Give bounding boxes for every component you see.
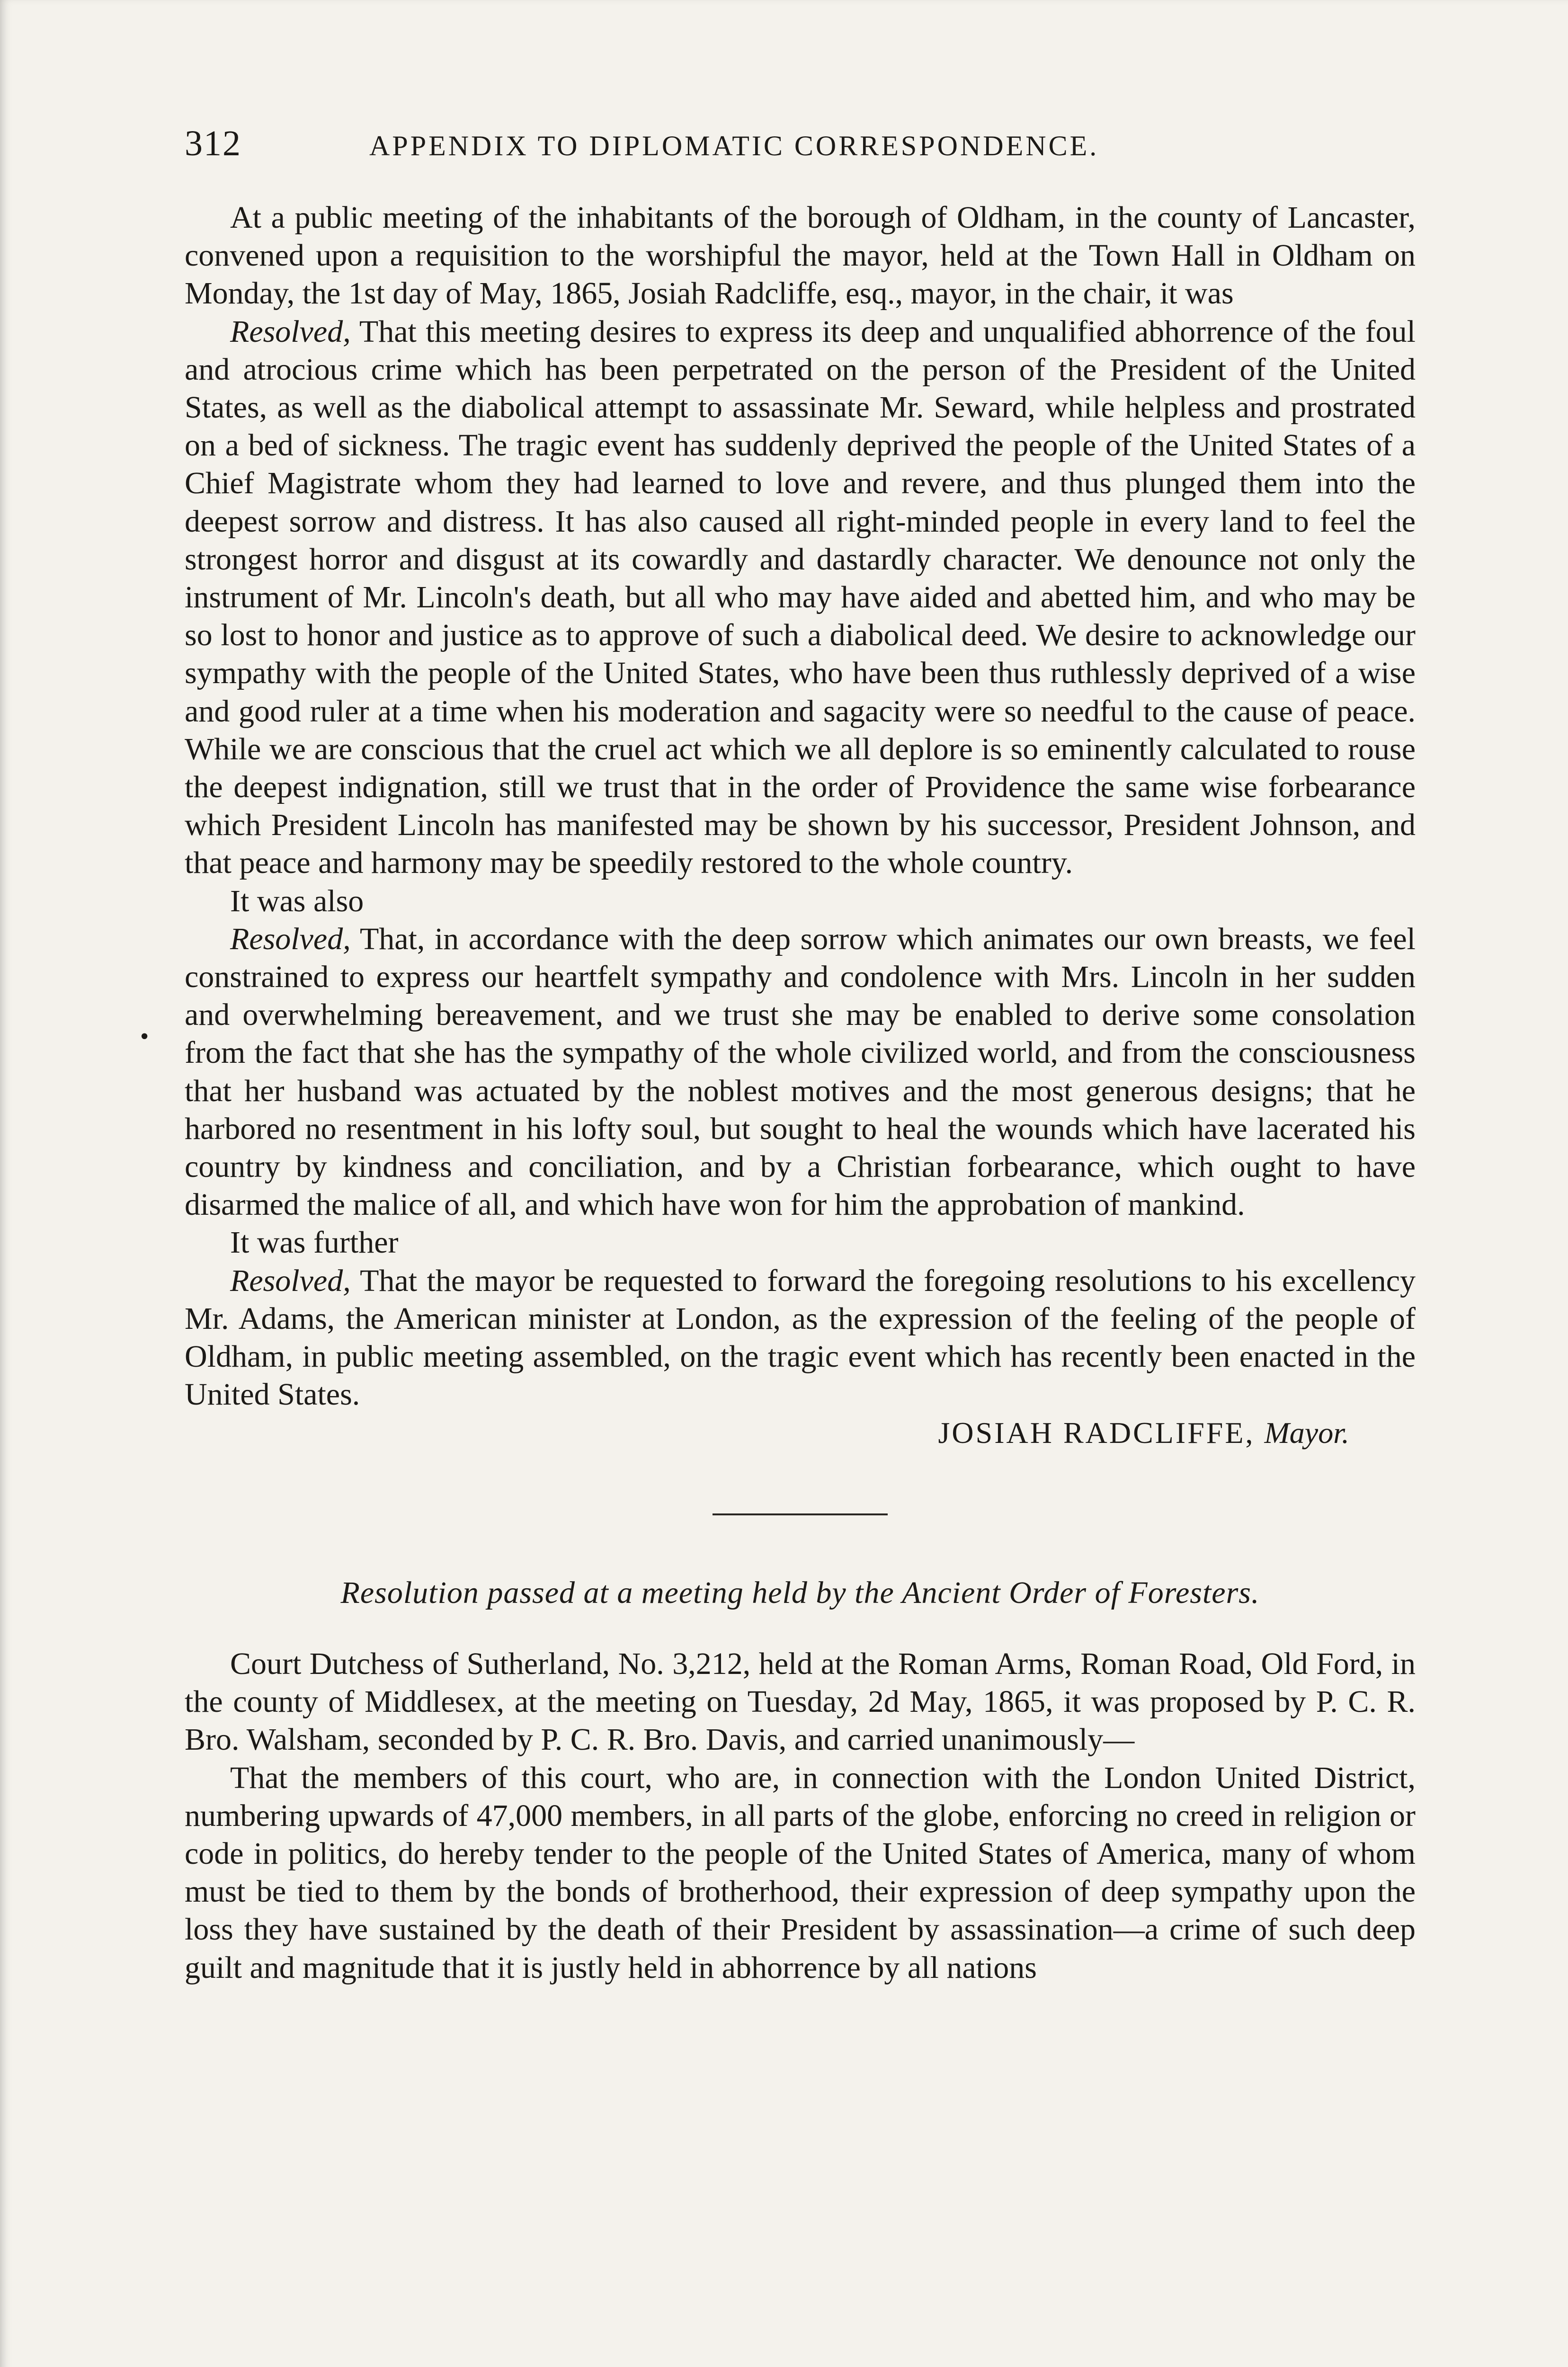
it-was-also: It was also (230, 883, 364, 918)
it-was-further: It was further (230, 1225, 399, 1260)
signature-name: JOSIAH RADCLIFFE, (938, 1415, 1255, 1450)
signature-title: Mayor. (1264, 1415, 1349, 1450)
foresters-resolution-paragraph: That the members of this court, who are, in connection with the London United District, numbering upwards of 47,000 members, in all parts of the globe, enforcing no creed in religion or code in politics, do hereby tender to the people of the United States of America, many of whom must be tied to them by the bonds of brotherhood, their expression of deep sympathy upon the loss they have sustained by the death of their President by assassination—a crime of such deep guilt and magnitude that it is justly held in abhorrence by all nations (185, 1760, 1416, 1985)
resolved-label: Resolved, (230, 921, 351, 956)
oldham-intro-paragraph: At a public meeting of the inhabitants of the borough of Oldham, in the county of Lancaster, convened upon a requisition to the worshipful the mayor, held at the Town Hall in Oldham on Monday, the 1st day of May, 1865, Josiah Radcliffe, esq., mayor, in the chair, it was (185, 200, 1416, 311)
page-header (185, 123, 1416, 180)
resolution-1-text: That this meeting desires to express its deep and unqualified abhorrence of the foul and atrocious crime which has been perpetrated on the person of the President of the United States, as well as the diabolical attempt to assassinate Mr. Seward, while helpless and prostrated on a bed of sickness. The tragic event has suddenly deprived the people of the United States of a Chief Magistrate whom they had learned to love and revere, and thus plunged them into the deepest sorrow and distress. It has also caused all right-minded people in every land to feel the strongest horror and disgust at its cowardly and dastardly character. We denounce not only the instrument of Mr. Lincoln's death, but all who may have aided and abetted him, and who may be so lost to honor and justice as to approve of such a diabolical deed. We desire to acknowledge our sympathy with the people of the United States, who have been thus ruthlessly deprived of a wise and good ruler at a time when his moderation and sagacity were so needful to the cause of peace. While we are conscious that the cruel act which we all deplore is so eminently calculated to rouse the deepest indignation, still we trust that in the order of Providence the same wise forbearance which President Lincoln has manifested may be shown by his successor, President Johnson, and that peace and harmony may be speedily restored to the whole country. (185, 314, 1416, 881)
foresters-section-title: Resolution passed at a meeting held by the Ancient Order of Foresters. (340, 1575, 1260, 1610)
signature (185, 1414, 1416, 1452)
section-divider (713, 1513, 888, 1515)
running-head: APPENDIX TO DIPLOMATIC CORRESPONDENCE. (369, 130, 1099, 161)
resolved-label: Resolved, (230, 1263, 351, 1298)
resolution-2-text: That, in accordance with the deep sorrow which animates our own breasts, we feel constrained to express our heartfelt sympathy and condolence with Mrs. Lincoln in her sudden and overwhelming bereavement, and we trust she may be enabled to derive some consolation from the fact that she has the sympathy of the whole civilized world, and from the consciousness that her husband was actuated by the noblest motives and the most generous designs; that he harbored no resentment in his lofty soul, but sought to heal the wounds which have lacerated his country by kindness and conciliation, and by a Christian forbearance, which ought to have disarmed the malice of all, and which have won for him the approbation of mankind. (185, 921, 1416, 1222)
document-body (185, 199, 1416, 1987)
page-number: 312 (185, 124, 241, 163)
resolution-3-text: That the mayor be requested to forward the foregoing resolutions to his excellency Mr. Adams, the American minister at London, as the expression of the feeling of the people of Oldham, in public meeting assembled, on the tragic event which has recently been enacted in the United States. (185, 1263, 1416, 1412)
resolved-label: Resolved, (230, 314, 351, 349)
oldham-resolution-3 (185, 1262, 1416, 1414)
oldham-resolution-1 (185, 313, 1416, 882)
oldham-resolution-2 (185, 920, 1416, 1224)
foresters-intro-paragraph: Court Dutchess of Sutherland, No. 3,212, held at the Roman Arms, Roman Road, Old Ford, in the county of Middlesex, at the meeting on Tuesday, 2d May, 1865, it was proposed by P. C. R. Bro. Walsham, seconded by P. C. R. Bro. Davis, and carried unanimously— (185, 1646, 1416, 1757)
margin-bullet: • (140, 1023, 149, 1050)
